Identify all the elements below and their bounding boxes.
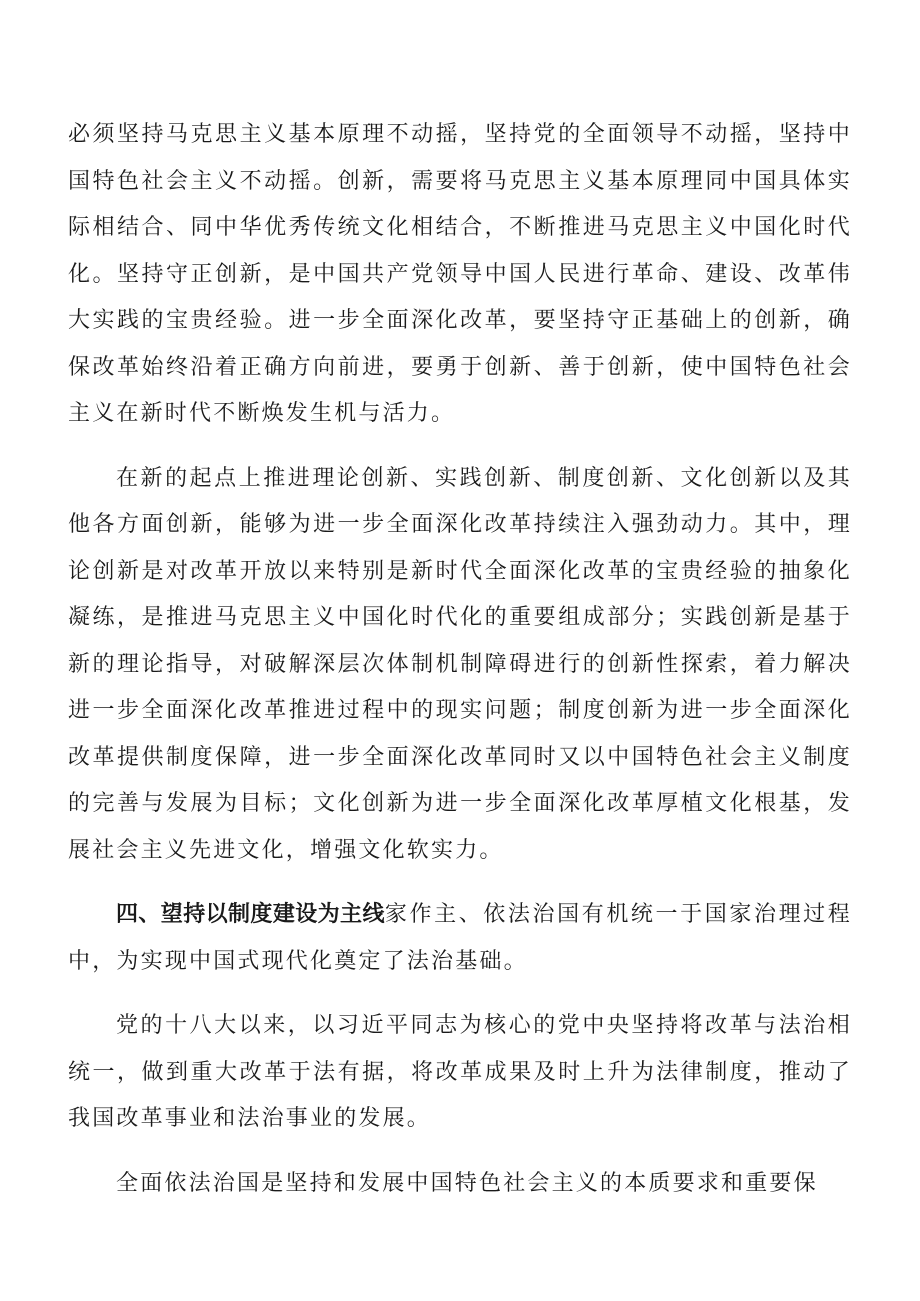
paragraph-2: 在新的起点上推进理论创新、实践创新、制度创新、文化创新以及其他各方面创新，能够为进一步全面深化改革持续注入强劲动力。其中，理论创新是对改革开放以来特别是新时代全面深化改革的宝贵经验的抽象化凝练，是推进马克思主义中国化时代化的重要组成部分；实践创新是基于新的理论指导，对破解深层次体制机制障碍进行的创新性探索，着力解决进一步全面深化改革推进过程中的现实问题；制度创新为进一步全面深化改革提供制度保障，进一步全面深化改革同时又以中国特色社会主义制度的完善与发展为目标；文化创新为进一步全面深化改革厚植文化根基，发展社会主义先进文化，增强文化软实力。: [68, 465, 852, 863]
section-heading-rest: 家作主、依法治国有机统一于国家治理过程中，为实现中国式现代化奠定了法治基础。: [68, 902, 852, 974]
paragraph-gap: [68, 438, 852, 456]
section-heading-bold: 四、望持以制度建设为主线: [116, 902, 385, 927]
paragraph-gap: [68, 1143, 852, 1161]
paragraph-1: 必须坚持马克思主义基本原理不动摇，坚持党的全面领导不动摇，坚持中国特色社会主义不动摇。创新，需要将马克思主义基本原理同中国具体实际相结合、同中华优秀传统文化相结合，不断推进马克思主义中国化时代化。坚持守正创新，是中国共产党领导中国人民进行革命、建设、改革伟大实践的宝贵经验。进一步全面深化改革，要坚持守正基础上的创新，确保改革始终沿着正确方向前进，要勇于创新、善于创新，使中国特色社会主义在新时代不断焕发生机与活力。: [68, 122, 852, 426]
section-heading: [68, 892, 852, 985]
paragraph-gap: [68, 874, 852, 892]
paragraph-gap: [68, 985, 852, 1003]
paragraph-4: 全面依法治国是坚持和发展中国特色社会主义的本质要求和重要保: [116, 1170, 818, 1196]
paragraph-3: 党的十八大以来，以习近平同志为核心的党中央坚持将改革与法治相统一，做到重大改革于法有据，将改革成果及时上升为法律制度，推动了我国改革事业和法治事业的发展。: [68, 1013, 852, 1131]
